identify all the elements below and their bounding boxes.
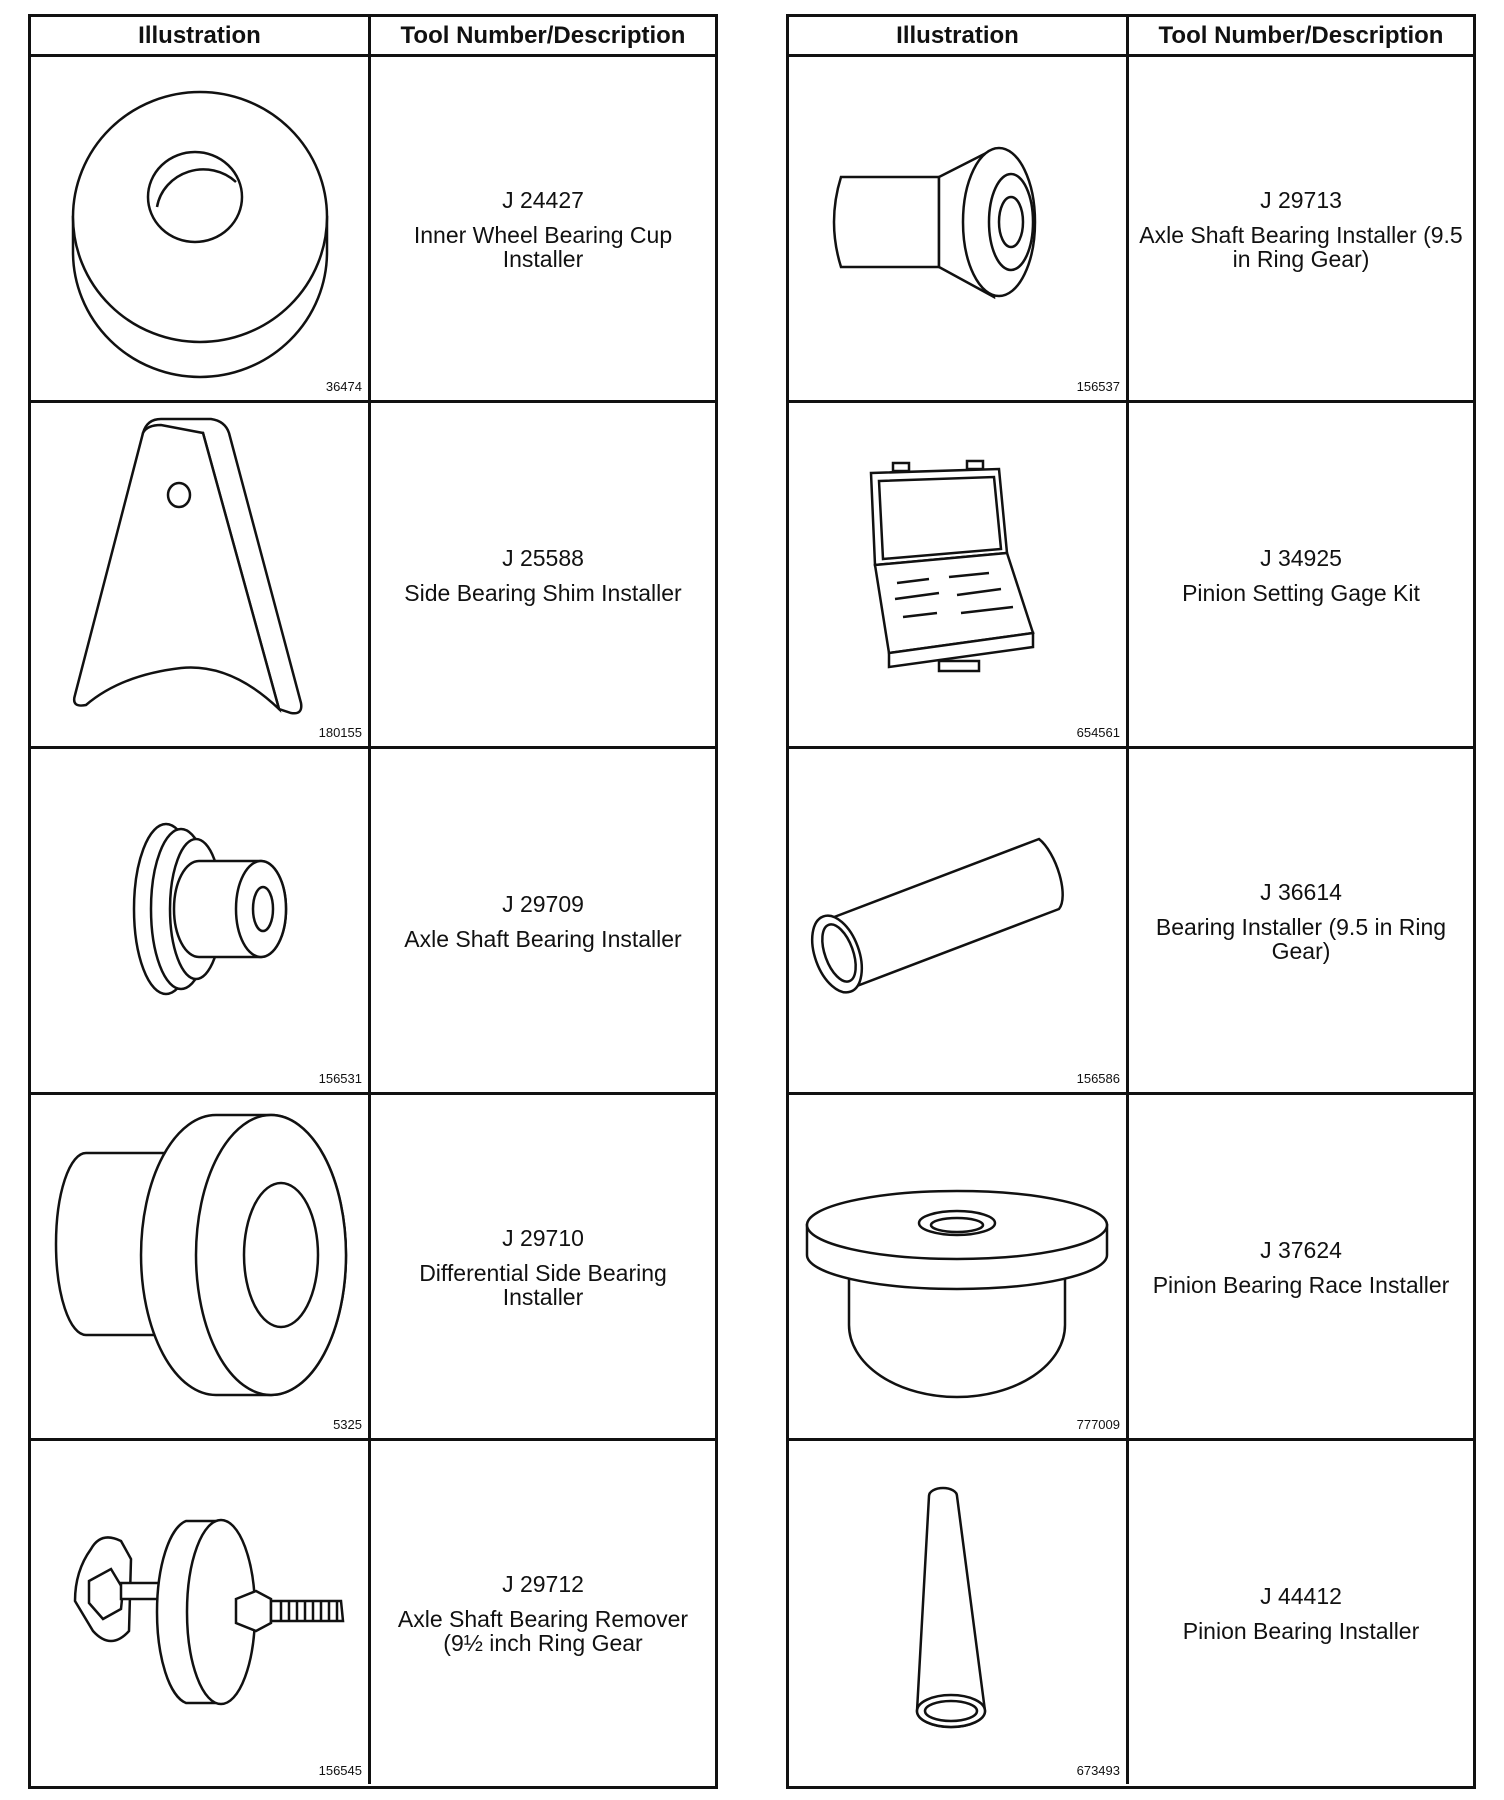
illustration-cell (31, 403, 371, 746)
figure-number: 36474 (325, 379, 362, 394)
tool-name: Pinion Bearing Installer (1182, 1617, 1420, 1644)
tool-number: J 24427 (502, 186, 584, 213)
tool-name: Differential Side Bearing Installer (419, 1259, 667, 1310)
tool-name: Axle Shaft Bearing Installer (9.5 in Ring Gear) (1139, 221, 1463, 272)
tool-name: Axle Shaft Bearing Installer (404, 925, 682, 952)
table-row (789, 403, 1473, 749)
header-description: Tool Number/Description (1158, 21, 1444, 49)
race-installer-icon (789, 1095, 1126, 1441)
illustration-cell (789, 1441, 1129, 1784)
tool-number: J 29709 (502, 890, 584, 917)
figure-number: 156531 (318, 1071, 362, 1086)
table-row (31, 749, 715, 1095)
illustration-cell (789, 57, 1129, 400)
tool-description-cell (1129, 1095, 1473, 1438)
tool-description-cell (1129, 1441, 1473, 1784)
tool-number: J 44412 (1260, 1582, 1342, 1609)
illustration-cell (31, 57, 371, 400)
table-row (789, 1095, 1473, 1441)
tool-number: J 34925 (1260, 544, 1342, 571)
figure-number: 156537 (1076, 379, 1120, 394)
tool-number: J 29713 (1260, 186, 1342, 213)
tool-number: J 36614 (1260, 878, 1342, 905)
cup-installer-disc-icon (31, 57, 368, 403)
shim-installer-icon (31, 403, 368, 749)
bearing-installer-cone-icon (789, 57, 1126, 403)
tool-name: Pinion Bearing Race Installer (1152, 1271, 1450, 1298)
tapered-tube-icon (789, 1441, 1126, 1787)
gage-kit-case-icon (789, 403, 1126, 749)
illustration-cell (789, 1095, 1129, 1438)
illustration-cell (31, 1095, 371, 1438)
table-header (789, 17, 1473, 57)
table-row (31, 1095, 715, 1441)
header-illustration: Illustration (31, 17, 371, 54)
tool-description-cell (371, 1095, 715, 1438)
table-header (31, 17, 715, 57)
figure-number: 673493 (1076, 1763, 1120, 1778)
table-row (789, 749, 1473, 1095)
table-row (31, 1441, 715, 1784)
table-row (31, 57, 715, 403)
tool-name: Axle Shaft Bearing Remover (9½ inch Ring Gear (397, 1605, 689, 1656)
tool-description-cell (371, 749, 715, 1092)
figure-number: 5325 (333, 1417, 362, 1432)
tool-description-cell (371, 57, 715, 400)
stepped-installer-icon (31, 749, 368, 1095)
table-row (31, 403, 715, 749)
tube-installer-icon (789, 749, 1126, 1095)
table-row (789, 1441, 1473, 1784)
header-description: Tool Number/Description (400, 21, 686, 49)
tool-description-cell (1129, 403, 1473, 746)
side-bearing-installer-icon (31, 1095, 368, 1441)
tool-number: J 25588 (502, 544, 584, 571)
tool-number: J 29712 (502, 1570, 584, 1597)
tool-name: Inner Wheel Bearing Cup Installer (413, 221, 673, 272)
tool-name: Side Bearing Shim Installer (404, 579, 682, 606)
header-illustration: Illustration (789, 17, 1129, 54)
illustration-cell (789, 403, 1129, 746)
tool-description-cell (1129, 57, 1473, 400)
illustration-cell (31, 749, 371, 1092)
tool-number: J 29710 (502, 1224, 584, 1251)
tool-table-right (786, 14, 1476, 1789)
bearing-remover-icon (31, 1441, 368, 1787)
tool-name: Bearing Installer (9.5 in Ring Gear) (1155, 913, 1447, 964)
figure-number: 654561 (1076, 725, 1120, 740)
figure-number: 156545 (318, 1763, 362, 1778)
illustration-cell (31, 1441, 371, 1784)
figure-number: 180155 (318, 725, 362, 740)
tool-table-left (28, 14, 718, 1789)
tool-description-cell (1129, 749, 1473, 1092)
table-row (789, 57, 1473, 403)
figure-number: 777009 (1076, 1417, 1120, 1432)
tool-description-cell (371, 1441, 715, 1784)
figure-number: 156586 (1076, 1071, 1120, 1086)
tool-name: Pinion Setting Gage Kit (1182, 579, 1420, 606)
tool-description-cell (371, 403, 715, 746)
tool-number: J 37624 (1260, 1236, 1342, 1263)
illustration-cell (789, 749, 1129, 1092)
